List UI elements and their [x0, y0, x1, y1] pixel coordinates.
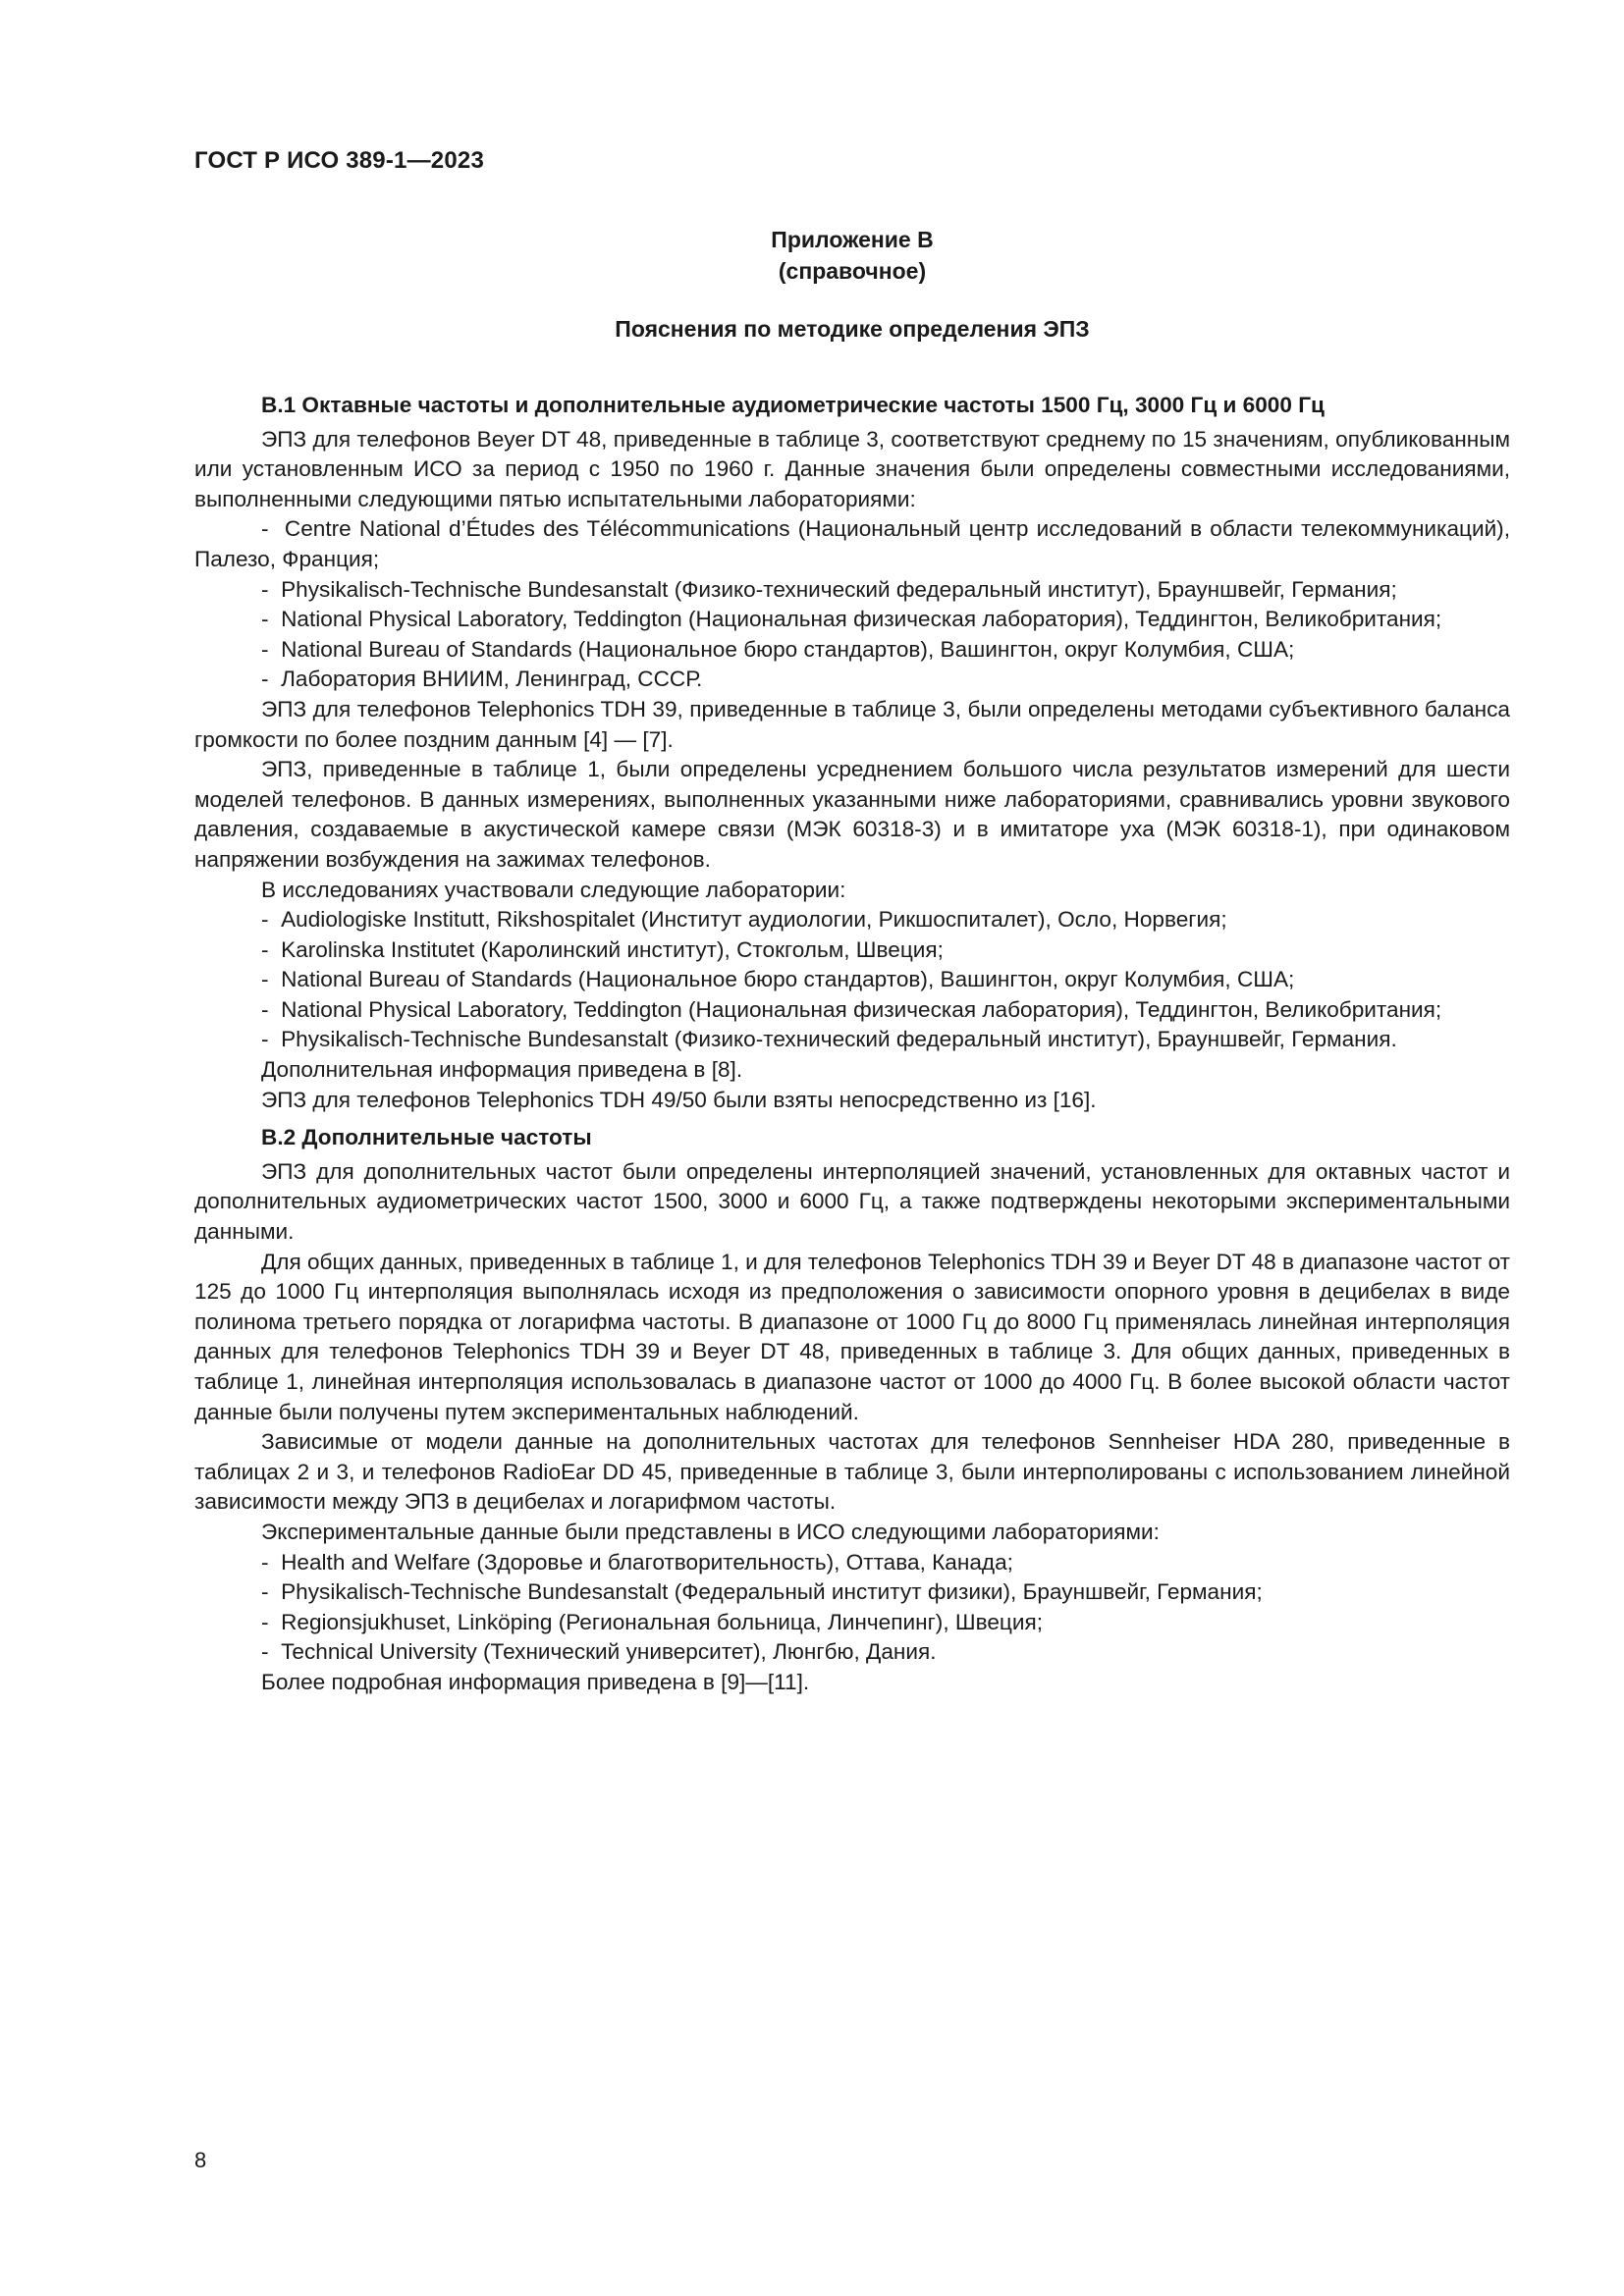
paragraph: ЭПЗ для телефонов Beyer DT 48, приведенные в таблице 3, соответствуют среднему по 15 значениям, опубликованным или установленным ИСО за период с 1950 по 1960 г. Данные значения были определены совместными исследованиями, выполненными следующими пятью испытательными лабораториями: — [194, 426, 1510, 511]
list-item: - Audiologiske Institutt, Rikshospitalet (Институт аудиологии, Рикшоспиталет), Осло, Норвегия; — [194, 905, 1510, 935]
section-heading: B.2 Дополнительные частоты — [261, 1125, 592, 1150]
list-item: - Regionsjukhuset, Linköping (Региональная больница, Линчепинг), Швеция; — [194, 1608, 1510, 1638]
list-item: - National Bureau of Standards (Национальное бюро стандартов), Вашингтон, округ Колумбия, США; — [194, 635, 1510, 666]
document-body — [194, 391, 1510, 1698]
paragraph: ЭПЗ, приведенные в таблице 1, были определены усреднением большого числа результатов измерений для шести моделей телефонов. В данных измерениях, выполненных указанными ниже лабораториями, сравнивались уровни звукового давления, создаваемые в акустической камере связи (МЭК 60318-3) и в имитаторе уха (МЭК 60318-1), при одинаковом напряжении возбуждения на зажимах телефонов. — [194, 757, 1510, 872]
page-number: 8 — [194, 2148, 207, 2172]
paragraph: Более подробная информация приведена в [9]—[11]. — [261, 1669, 810, 1694]
paragraph: Экспериментальные данные были представлены в ИСО следующими лабораториями: — [261, 1519, 1160, 1544]
paragraph: В исследованиях участвовали следующие лаборатории: — [261, 877, 846, 902]
list-item: - Centre National d’Études des Télécommunications (Национальный центр исследований в области телекоммуникаций), Палезо, Франция; — [194, 514, 1510, 574]
list-item: - Physikalisch-Technische Bundesanstalt (Федеральный институт физики), Брауншвейг, Германия; — [194, 1577, 1510, 1608]
paragraph: Для общих данных, приведенных в таблице 1, и для телефонов Telephonics TDH 39 и Beyer DT 48 в диапазоне частот от 125 до 1000 Гц интерполяция выполнялась исходя из предположения о зависимости опорного уровня в децибелах в виде полинома третьего порядка от логарифма частоты. В диапазоне от 1000 Гц до 8000 Гц применялась линейная интерполяция данных для телефонов Telephonics TDH 39 и Beyer DT 48, приведенных в таблице 3. Для общих данных, приведенных в таблице 1, линейная интерполяция использовалась в диапазоне частот от 1000 до 4000 Гц. В более высокой области частот данные были получены путем экспериментальных наблюдений. — [194, 1249, 1510, 1424]
list-item: - Physikalisch-Technische Bundesanstalt (Физико-технический федеральный институт), Брауншвейг, Германия; — [194, 575, 1510, 606]
list-item: - Physikalisch-Technische Bundesanstalt (Физико-технический федеральный институт), Брауншвейг, Германия. — [194, 1025, 1510, 1055]
annex-title: Пояснения по методике определения ЭПЗ — [615, 316, 1090, 342]
list-item: - National Physical Laboratory, Teddington (Национальная физическая лаборатория), Теддингтон, Великобритания; — [194, 995, 1510, 1026]
list-item: - Technical University (Технический университет), Люнгбю, Дания. — [194, 1637, 1510, 1668]
list-item: - National Physical Laboratory, Teddington (Национальная физическая лаборатория), Теддингтон, Великобритания; — [194, 605, 1510, 635]
list-item: - Health and Welfare (Здоровье и благотворительность), Оттава, Канада; — [194, 1548, 1510, 1578]
list-item: - Лаборатория ВНИИМ, Ленинград, СССР. — [194, 665, 1510, 695]
paragraph: Дополнительная информация приведена в [8]. — [261, 1057, 743, 1083]
section-heading: B.1 Октавные частоты и дополнительные аудиометрические частоты 1500 Гц, 3000 Гц и 6000 Гц — [261, 393, 1325, 417]
paragraph: ЭПЗ для телефонов Telephonics TDH 39, приведенные в таблице 3, были определены методами субъективного баланса громкости по более поздним данным [4] — [7]. — [194, 696, 1510, 752]
annex-status: (справочное) — [778, 258, 927, 284]
document-code: ГОСТ Р ИСО 389-1—2023 — [194, 147, 484, 174]
annex-heading — [194, 224, 1510, 287]
list-item: - Karolinska Institutet (Каролинский институт), Стокгольм, Швеция; — [194, 935, 1510, 966]
paragraph: ЭПЗ для дополнительных частот были определены интерполяцией значений, установленных для октавных частот и дополнительных аудиометрических частот 1500, 3000 и 6000 Гц, а также подтверждены некоторыми экспериментальными данными. — [194, 1158, 1510, 1245]
paragraph: ЭПЗ для телефонов Telephonics TDH 49/50 были взяты непосредственно из [16]. — [261, 1087, 1097, 1112]
paragraph: Зависимые от модели данные на дополнительных частотах для телефонов Sennheiser HDA 280, приведенные в таблицах 2 и 3, и телефонов RadioEar DD 45, приведенные в таблице 3, были интерполированы с использованием линейной зависимости между ЭПЗ в децибелах и логарифмом частоты. — [194, 1429, 1510, 1515]
list-item: - National Bureau of Standards (Национальное бюро стандартов), Вашингтон, округ Колумбия, США; — [194, 965, 1510, 995]
annex-label: Приложение B — [771, 227, 934, 252]
